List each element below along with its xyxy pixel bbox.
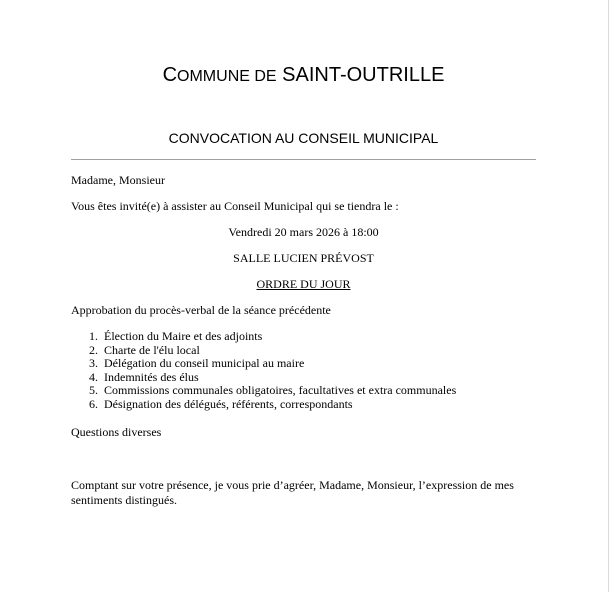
list-item-number: 4.	[89, 369, 98, 384]
list-item-text: Charte de l'élu local	[104, 342, 200, 357]
list-item-text: Commissions communales obligatoires, facultatives et extra communales	[104, 383, 457, 398]
title-prefix-initial: C	[162, 64, 178, 86]
list-item-text: Indemnités des élus	[104, 369, 199, 384]
header-divider	[71, 159, 536, 160]
list-item	[89, 371, 456, 385]
list-item-number: 3.	[89, 356, 98, 371]
intro-text: Vous êtes invité(e) à assister au Conseil Municipal qui se tiendra le :	[71, 199, 399, 213]
list-item-text: Élection du Maire et des adjoints	[104, 329, 263, 343]
list-item-number: 6.	[89, 396, 98, 411]
commune-name: SAINT-OUTRILLE	[282, 64, 445, 86]
meeting-date: Vendredi 20 mars 2026 à 18:00	[228, 225, 379, 239]
list-item-text: Délégation du conseil municipal au maire	[104, 356, 305, 371]
page-title	[0, 64, 607, 87]
list-item	[89, 344, 456, 358]
list-item	[89, 357, 456, 371]
meeting-location: SALLE LUCIEN PRÉVOST	[233, 251, 374, 265]
list-item-number: 1.	[89, 329, 98, 343]
agenda-list	[71, 330, 456, 412]
list-item-number: 5.	[89, 383, 98, 398]
closing-paragraph: Comptant sur votre présence, je vous prie d’agréer, Madame, Monsieur, l’expression de mes sentiments distingués.	[71, 478, 514, 507]
title-prefix-rest: OMMUNE DE	[177, 68, 277, 85]
list-item-number: 2.	[89, 342, 98, 357]
list-item	[89, 398, 456, 412]
list-item-text: Désignation des délégués, référents, correspondants	[104, 396, 353, 411]
list-item	[89, 384, 456, 398]
other-questions: Questions diverses	[71, 425, 162, 439]
list-item	[89, 330, 456, 344]
agenda-first-item: Approbation du procès-verbal de la séance précédente	[71, 303, 331, 317]
salutation: Madame, Monsieur	[71, 173, 165, 187]
agenda-heading: ORDRE DU JOUR	[256, 277, 351, 291]
document-subtitle: CONVOCATION AU CONSEIL MUNICIPAL	[168, 130, 439, 146]
